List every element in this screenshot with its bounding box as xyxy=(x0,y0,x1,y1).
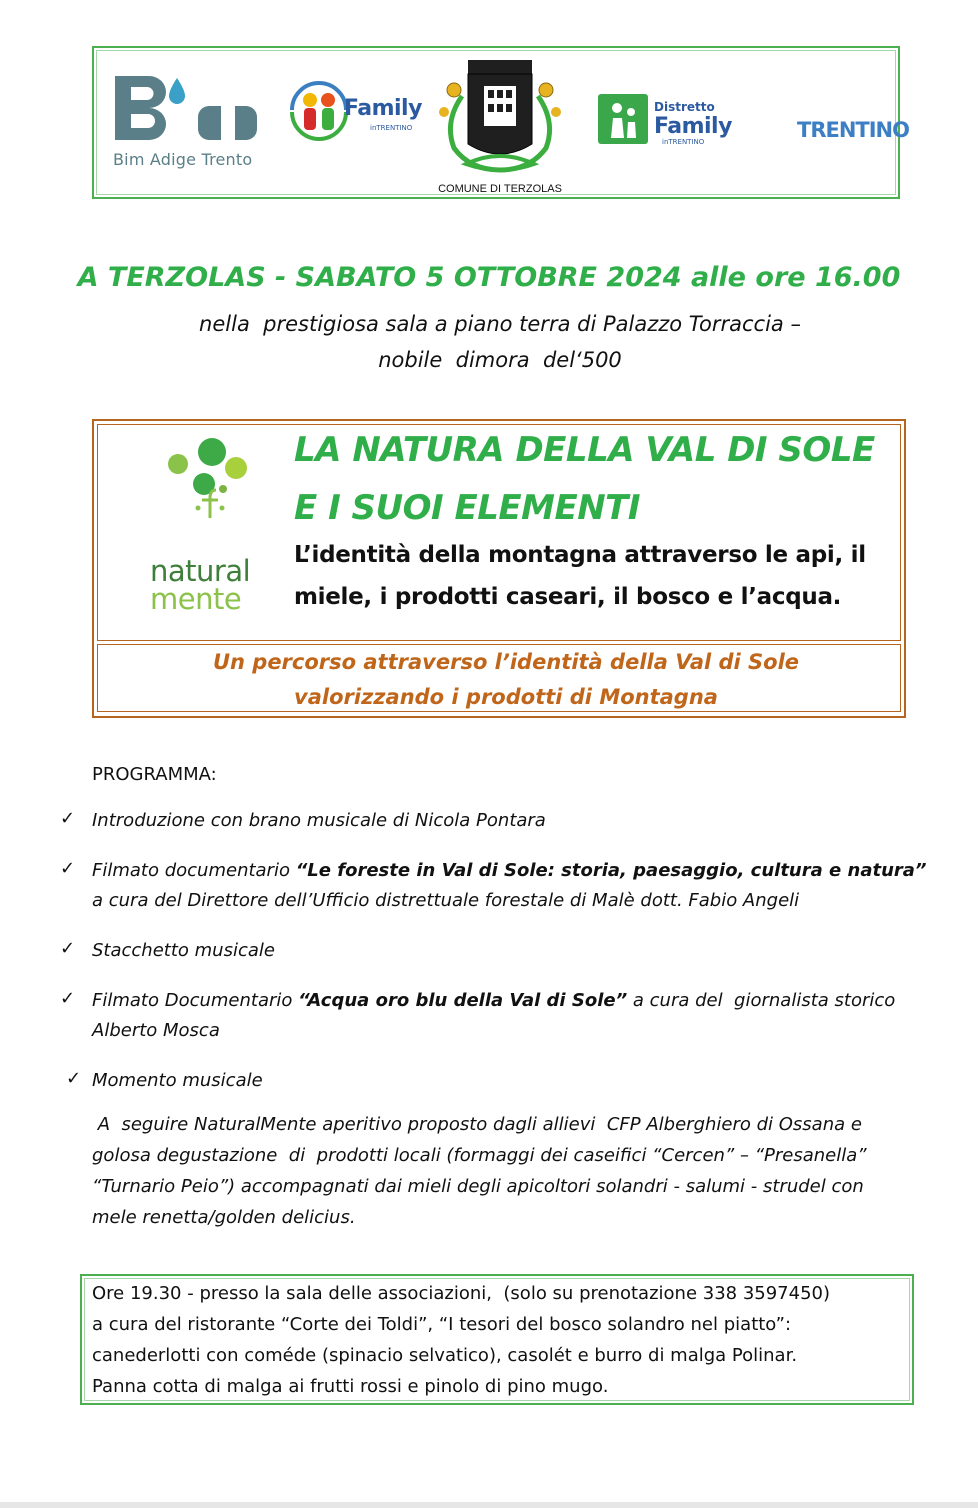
closing-line: golosa degustazione di prodotti locali (formaggi dei caseifici “Cercen” – “Presanella” xyxy=(92,1145,867,1166)
feature-title-1: LA NATURA DELLA VAL DI SOLE xyxy=(294,430,875,470)
naturalmente-word-1: natural xyxy=(150,554,251,588)
program-item-prefix: Filmato Documentario xyxy=(92,990,299,1011)
check-icon: ✓ xyxy=(60,988,76,1009)
comune-crest xyxy=(430,52,570,197)
dinner-line: canederlotti con coméde (spinacio selvatico), casolét e burro di malga Polinar. xyxy=(92,1345,798,1366)
family-sub: inTRENTINO xyxy=(370,124,413,132)
program-item-title: “Acqua oro blu della Val di Sole” xyxy=(298,990,628,1011)
closing-line: mele renetta/golden delicius. xyxy=(92,1207,356,1228)
program-item: Momento musicale xyxy=(92,1070,263,1091)
program-item-title: “Le foreste in Val di Sole: storia, paesaggio, cultura e natura” xyxy=(295,860,927,881)
bim-logo xyxy=(113,76,263,171)
program-item xyxy=(92,860,927,881)
naturalmente-word-2: mente xyxy=(150,582,242,616)
closing-line: A seguire NaturalMente aperitivo proposto dagli allievi CFP Alberghiero di Ossana e xyxy=(92,1114,862,1135)
closing-line: “Turnario Peio”) accompagnati dai mieli degli apicoltori solandri - salumi - strudel con xyxy=(92,1176,864,1197)
family-word: Family xyxy=(344,96,422,121)
check-icon: ✓ xyxy=(66,1068,82,1089)
check-icon: ✓ xyxy=(60,808,76,829)
distretto-family-logo xyxy=(598,94,732,150)
family-trentino-logo xyxy=(288,80,422,144)
feature-title-2: E I SUOI ELEMENTI xyxy=(294,488,641,528)
check-icon: ✓ xyxy=(60,938,76,959)
venue-line-1: nella prestigiosa sala a piano terra di Palazzo Torraccia – xyxy=(199,312,801,336)
naturalmente-logo xyxy=(150,434,260,619)
program-item-prefix: Filmato documentario xyxy=(92,860,296,881)
feature-subtitle-2: miele, i prodotti caseari, il bosco e l’acqua. xyxy=(294,584,842,610)
distretto-sub: inTRENTINO xyxy=(662,138,705,146)
program-item-line2: a cura del Direttore dell’Ufficio distrettuale forestale di Malè dott. Fabio Angeli xyxy=(92,890,800,911)
page-edge xyxy=(0,1502,978,1508)
feature-subtitle-1: L’identità della montagna attraverso le api, il xyxy=(294,542,866,568)
program-item: Stacchetto musicale xyxy=(92,940,275,961)
program-item-suffix: a cura del giornalista storico xyxy=(627,990,896,1011)
comune-caption: COMUNE DI TERZOLAS xyxy=(438,183,562,195)
distretto-line1: Distretto xyxy=(654,100,715,114)
dinner-line: a cura del ristorante “Corte dei Toldi”, “I tesori del bosco solandro nel piatto”: xyxy=(92,1314,792,1335)
program-item xyxy=(92,990,895,1011)
tagline-1: Un percorso attraverso l’identità della Val di Sole xyxy=(212,650,800,674)
trentino-logo: TRENTINO xyxy=(797,118,909,142)
bim-caption: Bim Adige Trento xyxy=(113,150,253,169)
venue-line-2: nobile dimora del‘500 xyxy=(378,348,622,372)
event-headline: A TERZOLAS - SABATO 5 OTTOBRE 2024 alle ore 16.00 xyxy=(77,262,901,293)
program-heading: PROGRAMMA: xyxy=(92,764,217,785)
dinner-line: Ore 19.30 - presso la sala delle associazioni, (solo su prenotazione 338 3597450) xyxy=(92,1283,831,1304)
check-icon: ✓ xyxy=(60,858,76,879)
program-item: Introduzione con brano musicale di Nicola Pontara xyxy=(92,810,546,831)
tagline-2: valorizzando i prodotti di Montagna xyxy=(294,685,718,709)
program-item-line2: Alberto Mosca xyxy=(92,1020,220,1041)
distretto-word: Family xyxy=(654,114,732,139)
dinner-line: Panna cotta di malga ai frutti rossi e pinolo di pino mugo. xyxy=(92,1376,609,1397)
